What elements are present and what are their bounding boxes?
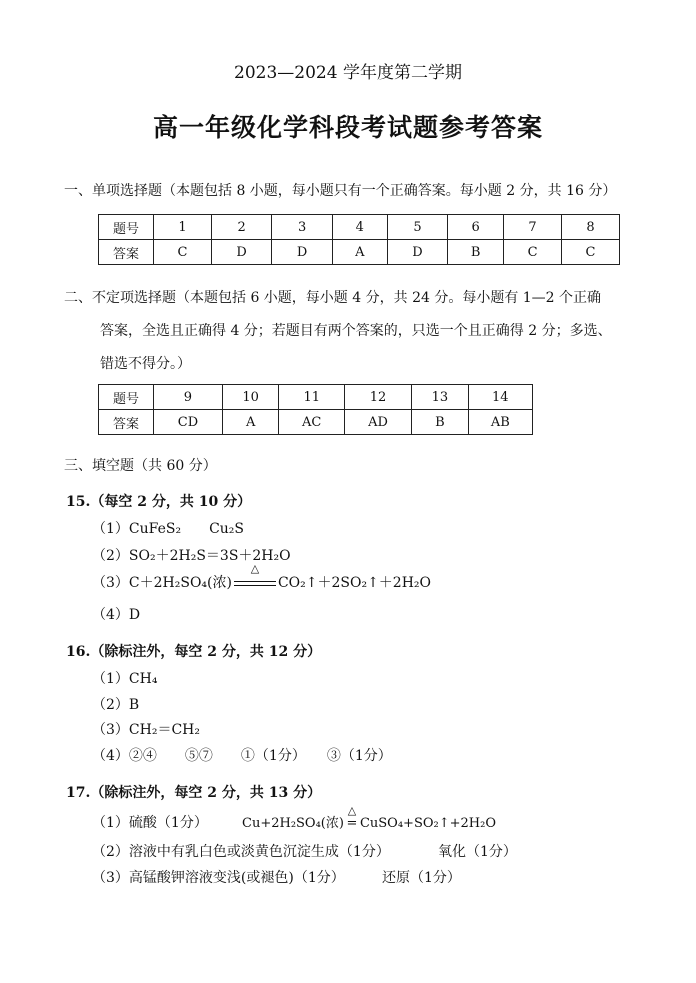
page-title: 高一年级化学科段考试题参考答案	[152, 113, 543, 142]
answer-cell: A	[332, 240, 387, 265]
heat-triangle-icon: △	[347, 804, 357, 817]
q15-answer-1: （1）CuFeS₂ Cu₂S	[92, 521, 245, 537]
row-label: 答案	[99, 410, 154, 435]
row-label: 答案	[99, 240, 154, 265]
q17-answer-3: （3）高锰酸钾溶液变浅(或褪色)（1分）	[92, 870, 345, 886]
question-number: 8	[562, 215, 620, 240]
question-number: 3	[272, 215, 332, 240]
table-row	[99, 385, 533, 410]
answer-cell: AD	[345, 410, 412, 435]
q17-answer-3-type: 还原（1分）	[382, 870, 461, 886]
question-number: 4	[332, 215, 387, 240]
question-number: 5	[387, 215, 447, 240]
answer-cell: D	[211, 240, 271, 265]
answer-cell: AC	[279, 410, 345, 435]
answer-cell: B	[448, 240, 504, 265]
q15-answer-2: （2）SO₂＋2H₂S＝3S＋2H₂O	[92, 548, 291, 564]
question-number: 6	[448, 215, 504, 240]
section2-intro-line3: 错选不得分。）	[100, 356, 191, 372]
question-number: 12	[345, 385, 412, 410]
row-label: 题号	[99, 385, 154, 410]
q17-equation-reactants: Cu+2H₂SO₄(浓)	[242, 816, 344, 831]
q15-answer-3	[92, 562, 432, 592]
q17-answer-2: （2）溶液中有乳白色或淡黄色沉淀生成（1分）	[92, 844, 390, 860]
section2-intro-line2: 答案，全选且正确得 4 分；若题目有两个答案的，只选一个且正确得 2 分；多选、	[100, 323, 612, 339]
answer-cell: AB	[468, 410, 532, 435]
heat-triangle-icon: △	[250, 562, 260, 575]
question-number: 11	[279, 385, 345, 410]
section1-answer-table	[98, 214, 620, 265]
question-number: 1	[154, 215, 212, 240]
q17-heading: 17.（除标注外，每空 2 分，共 13 分）	[66, 785, 322, 801]
question-number: 9	[154, 385, 223, 410]
q17-equation	[242, 804, 496, 831]
section3-intro: 三、填空题（共 60 分）	[64, 458, 217, 474]
q17-answer-2-type: 氧化（1分）	[438, 844, 517, 860]
section1-intro: 一、单项选择题（本题包括 8 小题，每小题只有一个正确答案。每小题 2 分，共 16 分）	[64, 183, 617, 199]
q15-equation-products: CO₂↑＋2SO₂↑＋2H₂O	[277, 575, 432, 591]
answer-cell: C	[562, 240, 620, 265]
question-number: 2	[211, 215, 271, 240]
answer-cell: C	[504, 240, 562, 265]
q16-answer-4: （4）②④ ⑤⑦ ①（1分） ③（1分）	[92, 748, 392, 764]
q15-answer-4: （4）D	[92, 607, 141, 623]
q17-answer-1: （1）硫酸（1分）	[92, 815, 208, 831]
q15-equation-reactants: （3）C＋2H₂SO₄(浓)	[92, 575, 232, 591]
section2-intro-line1: 二、不定项选择题（本题包括 6 小题，每小题 4 分，共 24 分。每小题有 1—2 个正确	[64, 290, 602, 306]
answer-cell: C	[154, 240, 212, 265]
q17-equation-products: CuSO₄+SO₂↑+2H₂O	[359, 816, 496, 831]
q16-answer-2: （2）B	[92, 697, 140, 713]
answer-cell: A	[222, 410, 279, 435]
equals-with-heat: △ =	[344, 816, 360, 831]
answer-cell: B	[412, 410, 469, 435]
answer-cell: D	[387, 240, 447, 265]
q16-answer-3: （3）CH₂＝CH₂	[92, 722, 200, 738]
q16-answer-1: （1）CH₄	[92, 671, 158, 687]
table-row	[99, 215, 620, 240]
row-label: 题号	[99, 215, 154, 240]
q16-heading: 16.（除标注外，每空 2 分，共 12 分）	[66, 644, 322, 660]
question-number: 14	[468, 385, 532, 410]
table-row	[99, 240, 620, 265]
section2-answer-table	[98, 384, 533, 435]
question-number: 7	[504, 215, 562, 240]
question-number: 13	[412, 385, 469, 410]
answer-cell: D	[272, 240, 332, 265]
table-row	[99, 410, 533, 435]
school-year-heading: 2023—2024 学年度第二学期	[234, 63, 462, 83]
q15-heading: 15.（每空 2 分，共 10 分）	[66, 494, 252, 510]
question-number: 10	[222, 385, 279, 410]
double-line-equals	[232, 562, 278, 591]
answer-cell: CD	[154, 410, 223, 435]
